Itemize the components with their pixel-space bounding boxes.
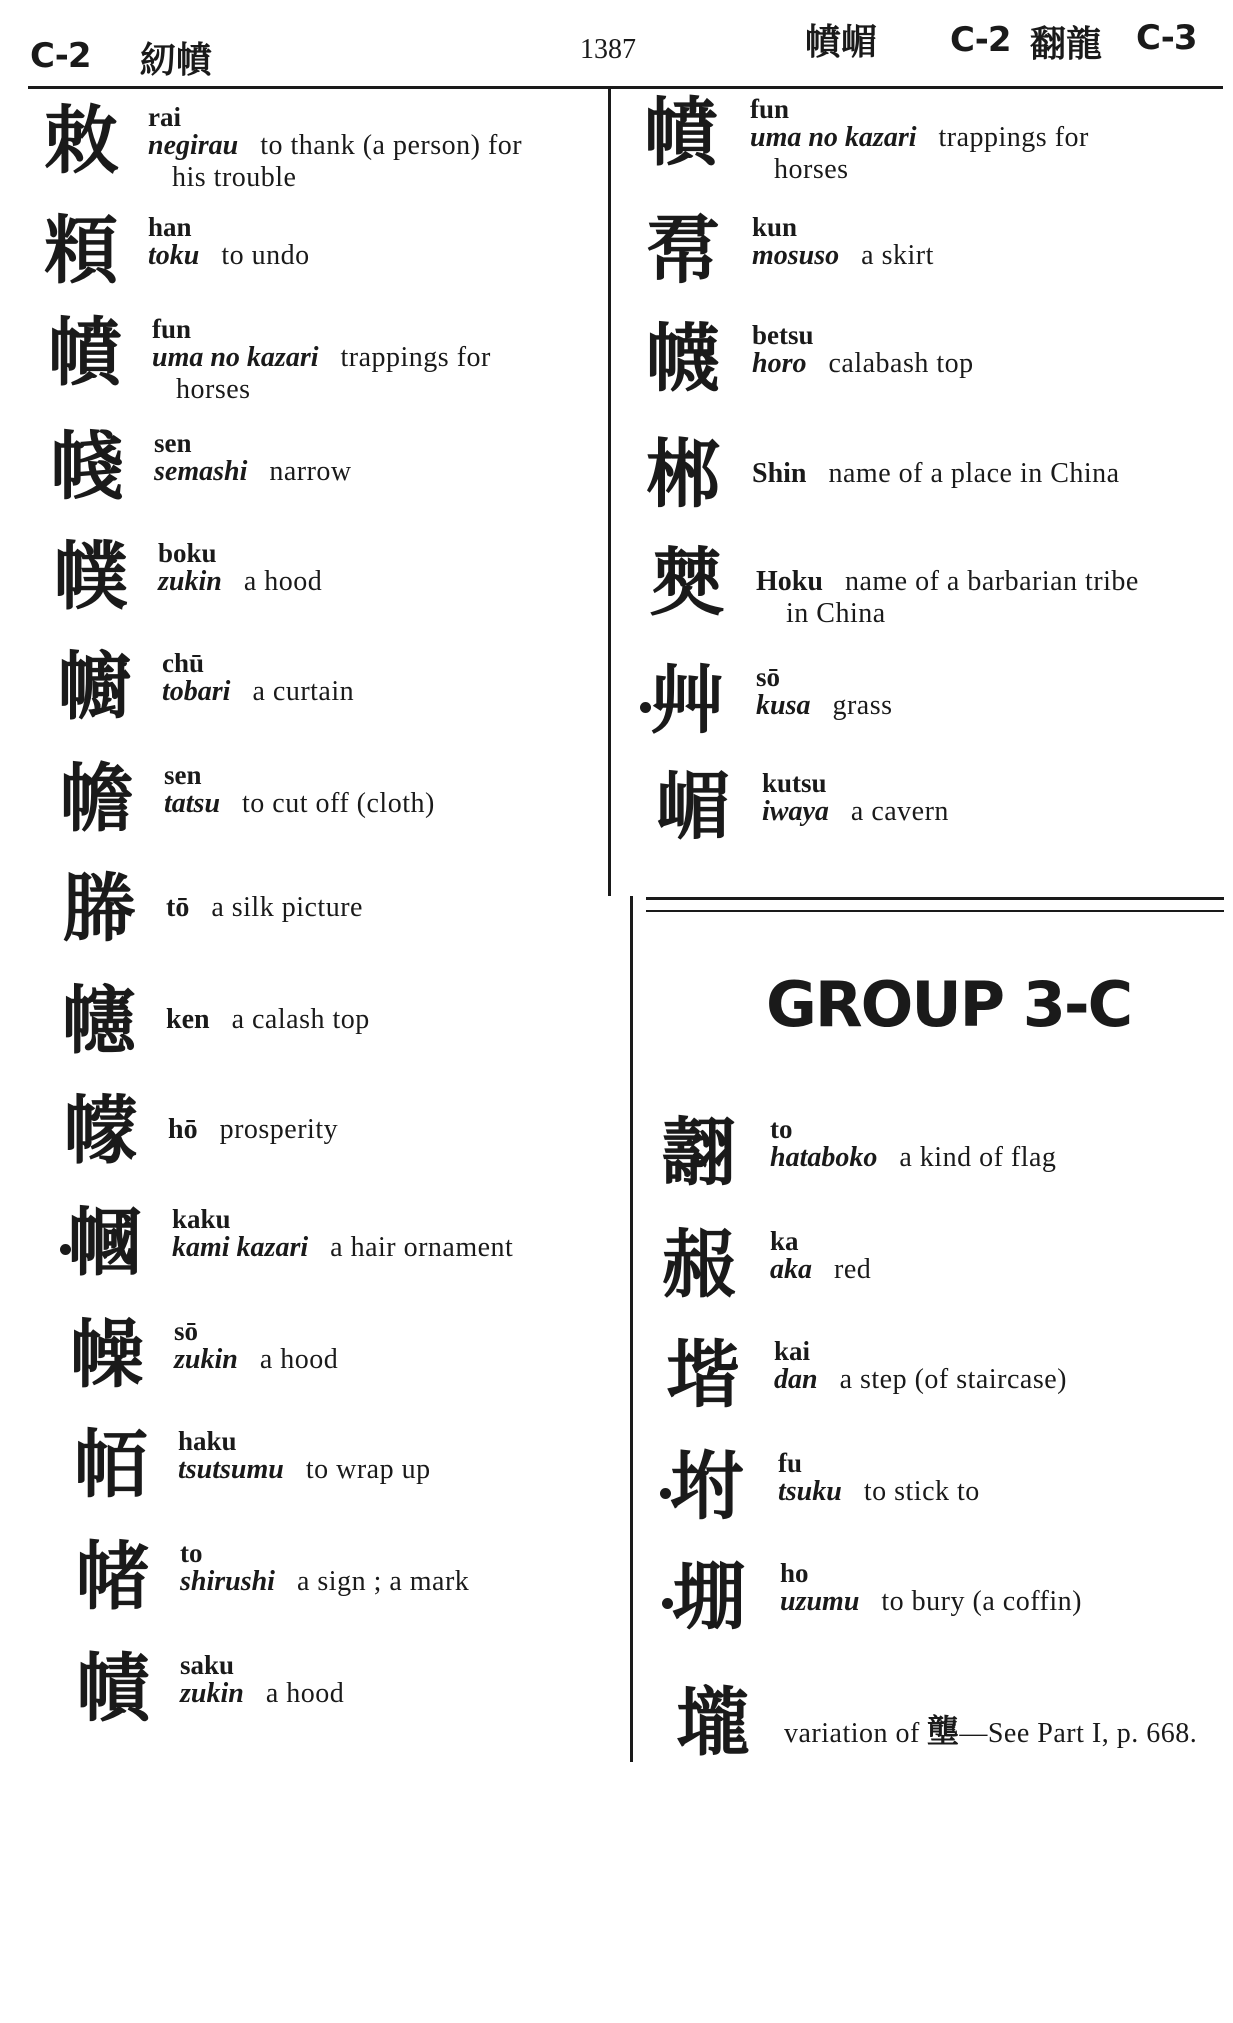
entry-romaji: rai <box>148 102 181 132</box>
header-right-chars: 幩嵋 <box>805 22 878 63</box>
entry-romaji: ka <box>770 1226 799 1256</box>
entry-definition-line <box>148 130 522 162</box>
entry-kanji: 艸 <box>650 658 724 744</box>
entry-meaning: a hood <box>265 1678 345 1709</box>
entry-romaji: fu <box>778 1448 803 1478</box>
entry-japanese: semashi <box>154 456 248 487</box>
entry-kanji: 頪 <box>44 208 118 294</box>
entry-japanese: tsutsumu <box>178 1454 284 1485</box>
entry-inline-line <box>168 1114 338 1146</box>
entry-definition-line <box>180 1678 344 1710</box>
entry-kanji: 幐 <box>62 866 136 952</box>
entry-kanji: 帾 <box>76 1534 150 1620</box>
entry-kanji: 敇 <box>44 98 118 184</box>
entry-japanese: uma no kazari <box>152 342 319 373</box>
entry-meaning: a skirt <box>861 240 934 271</box>
entry-kanji: 幨 <box>60 756 134 842</box>
entry-japanese: iwaya <box>762 796 829 827</box>
entry-definition-line <box>162 676 354 708</box>
entry-meaning: a cavern <box>850 796 949 827</box>
entry-inline-line <box>166 892 363 924</box>
entry-meaning: calabash top <box>828 348 974 379</box>
entry-meaning: a curtain <box>252 676 355 707</box>
entry-definition-line <box>762 796 949 828</box>
entry-inline-line <box>756 566 1139 598</box>
header-right-chars-2: 翻龍 <box>1030 24 1103 65</box>
entry-kanji: 幪 <box>64 1088 138 1174</box>
header-rule <box>28 86 1223 89</box>
entry-romaji: hō <box>168 1114 198 1145</box>
entry-continuation: horses <box>774 154 849 185</box>
entry-kanji: 幩 <box>644 90 718 176</box>
entry-romaji: to <box>180 1538 203 1568</box>
entry-kanji: 堦 <box>666 1332 740 1418</box>
entry-meaning: trappings for <box>938 122 1089 153</box>
entry-meaning: a calash top <box>231 1004 370 1035</box>
entry-japanese: tatsu <box>164 788 221 819</box>
entry-kanji: 僰 <box>650 540 724 626</box>
entry-kanji: 壠 <box>676 1680 750 1766</box>
entry-romaji: tō <box>166 892 190 923</box>
entry-romaji: kai <box>774 1336 811 1366</box>
variation-text <box>784 1706 1197 1752</box>
entry-meaning: name of a place in China <box>828 458 1120 489</box>
header-left-chars: 紉幩 <box>140 40 213 81</box>
entry-romaji: ken <box>166 1004 210 1035</box>
header-right-code-1: C-2 <box>950 20 1011 60</box>
entry-romaji: haku <box>178 1426 237 1456</box>
entry-romaji: fun <box>750 94 790 124</box>
entry-japanese: shirushi <box>180 1566 275 1597</box>
entry-japanese: horo <box>752 348 807 379</box>
entry-definition-line <box>178 1454 431 1486</box>
entry-romaji: saku <box>180 1650 235 1680</box>
entry-japanese: tobari <box>162 676 231 707</box>
entry-japanese: mosuso <box>752 240 840 271</box>
entry-romaji: boku <box>158 538 217 568</box>
page-header <box>0 0 1233 80</box>
entry-definition-line <box>756 690 893 722</box>
entry-japanese: uma no kazari <box>750 122 917 153</box>
entry-romaji: sō <box>174 1316 199 1346</box>
entry-romaji: kutsu <box>762 768 827 798</box>
entry-meaning: to cut off (cloth) <box>242 788 435 819</box>
entry-romaji: sō <box>756 662 781 692</box>
entry-romaji: betsu <box>752 320 814 350</box>
entry-meaning: to undo <box>221 240 310 271</box>
entry-meaning: to bury (a coffin) <box>881 1586 1082 1617</box>
entry-definition-line <box>774 1364 1067 1396</box>
entry-meaning: red <box>834 1254 872 1285</box>
entry-definition-line <box>778 1476 980 1508</box>
entry-kanji: 赧 <box>662 1222 736 1308</box>
entry-kanji: 幮 <box>58 644 132 730</box>
entry-romaji: Hoku <box>756 566 823 597</box>
entry-japanese: toku <box>148 240 200 271</box>
entry-romaji: han <box>148 212 192 242</box>
entry-japanese: aka <box>770 1254 812 1285</box>
entry-japanese: tsuku <box>778 1476 842 1507</box>
entry-meaning: a sign ; a mark <box>296 1566 470 1597</box>
entry-meaning: trappings for <box>340 342 491 373</box>
entry-definition-line <box>180 1566 469 1598</box>
entry-definition-line <box>770 1254 871 1286</box>
entry-kanji: 帴 <box>50 424 124 510</box>
entry-kanji: 帬 <box>646 208 720 294</box>
entry-romaji: fun <box>152 314 192 344</box>
entry-japanese: uzumu <box>780 1586 860 1617</box>
entry-definition-line <box>750 122 1089 154</box>
entry-meaning: prosperity <box>219 1114 339 1145</box>
variation-ref-kanji: 壟 <box>926 1712 960 1750</box>
entry-meaning: a silk picture <box>211 892 363 923</box>
entry-romaji: to <box>770 1114 793 1144</box>
entry-meaning: to wrap up <box>305 1454 431 1485</box>
entry-kanji: 幭 <box>646 316 720 402</box>
entry-meaning: a kind of flag <box>899 1142 1057 1173</box>
entry-romaji: Shin <box>752 458 807 489</box>
entry-meaning: a hood <box>243 566 323 597</box>
entry-meaning: narrow <box>269 456 352 487</box>
page-number: 1387 <box>580 34 636 65</box>
entry-romaji: sen <box>164 760 202 790</box>
entry-definition-line <box>752 240 934 272</box>
column-divider-lower <box>630 896 633 1762</box>
entry-continuation: in China <box>786 598 886 629</box>
entry-inline-line <box>752 458 1120 490</box>
entry-kanji: 幰 <box>62 978 136 1064</box>
entry-meaning: a hair ornament <box>330 1232 514 1263</box>
entry-continuation: his trouble <box>172 162 297 193</box>
entry-kanji: 翿 <box>662 1110 736 1196</box>
entry-romaji: chū <box>162 648 205 678</box>
entry-kanji: 幩 <box>48 310 122 396</box>
entry-japanese: negirau <box>148 130 239 161</box>
entry-romaji: kaku <box>172 1204 231 1234</box>
entry-japanese: kami kazari <box>172 1232 309 1263</box>
entry-definition-line <box>158 566 322 598</box>
entry-japanese: zukin <box>174 1344 238 1375</box>
header-right-code-2: C-3 <box>1136 18 1197 58</box>
entry-inline-line <box>166 1004 370 1036</box>
entry-kanji: 幞 <box>54 534 128 620</box>
entry-kanji: 嵋 <box>656 764 730 850</box>
entry-definition-line <box>154 456 352 488</box>
entry-meaning: grass <box>832 690 893 721</box>
entry-definition-line <box>152 342 491 374</box>
entry-definition-line <box>164 788 435 820</box>
entry-kanji: 幗 <box>68 1200 142 1286</box>
entry-definition-line <box>770 1142 1056 1174</box>
header-left-code: C-2 <box>30 36 91 76</box>
entry-kanji: 幘 <box>76 1646 150 1732</box>
entry-kanji: 帞 <box>74 1422 148 1508</box>
entry-japanese: zukin <box>158 566 222 597</box>
entry-japanese: dan <box>774 1364 818 1395</box>
entry-kanji: 幧 <box>70 1312 144 1398</box>
entry-meaning: name of a barbarian tribe <box>844 566 1139 597</box>
entry-meaning: a hood <box>259 1344 339 1375</box>
entry-meaning: a step (of staircase) <box>839 1364 1067 1395</box>
entry-kanji: 堋 <box>672 1554 746 1640</box>
entry-definition-line <box>780 1586 1082 1618</box>
entry-meaning: to thank (a person) for <box>260 130 523 161</box>
variation-text-before: variation of <box>784 1718 920 1749</box>
entry-romaji: sen <box>154 428 192 458</box>
entry-japanese: kusa <box>756 690 811 721</box>
entry-kanji: 坿 <box>670 1444 744 1530</box>
entry-definition-line <box>174 1344 338 1376</box>
entry-definition-line <box>148 240 310 272</box>
entry-romaji: ho <box>780 1558 809 1588</box>
variation-text-after: —See Part I, p. 668. <box>959 1718 1198 1749</box>
entry-definition-line <box>172 1232 513 1264</box>
entry-japanese: hataboko <box>770 1142 878 1173</box>
entry-kanji: 郴 <box>646 432 720 518</box>
entry-meaning: to stick to <box>863 1476 980 1507</box>
entry-japanese: zukin <box>180 1678 244 1709</box>
group-title: GROUP 3-C <box>766 968 1132 1041</box>
entry-definition-line <box>752 348 974 380</box>
entry-continuation: horses <box>176 374 251 405</box>
column-divider-upper <box>608 88 611 896</box>
section-double-rule <box>646 897 1224 912</box>
entry-romaji: kun <box>752 212 798 242</box>
